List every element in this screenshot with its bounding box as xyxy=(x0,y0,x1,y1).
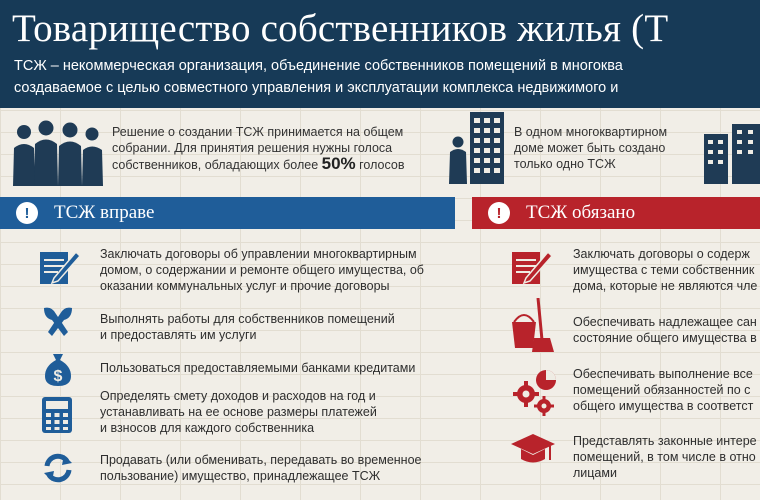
duty-item-4-line-3: лицами xyxy=(573,466,617,480)
right-item-4-line-1: Определять смету доходов и расходов на год и xyxy=(100,389,376,403)
decision-line-1: Решение о создании ТСЖ принимается на общем xyxy=(112,125,404,139)
one-tsj-line-1: В одном многоквартирном xyxy=(514,125,668,139)
svg-text:$: $ xyxy=(53,368,63,385)
right-item-1-line-1: Заключать договоры об управлении многоквартирным xyxy=(100,247,417,261)
duty-item-4-line-1: Представлять законные интере xyxy=(573,434,757,448)
one-tsj-fact xyxy=(514,124,667,172)
exchange-icon xyxy=(42,452,74,484)
money-bag-icon xyxy=(44,352,72,386)
duty-item-1-line-2: имущества с теми собственник xyxy=(573,263,755,277)
duty-item-1 xyxy=(573,246,757,294)
duty-item-1-line-1: Заключать договоры о содерж xyxy=(573,247,750,261)
decision-fact xyxy=(112,124,404,173)
people-group-icon xyxy=(10,118,106,186)
duty-item-2-line-1: Обеспечивать надлежащее сан xyxy=(573,315,757,329)
exclamation-icon: ! xyxy=(488,202,510,224)
rights-heading: ТСЖ вправе xyxy=(54,202,155,223)
right-item-2 xyxy=(100,311,395,343)
graduation-cap-icon xyxy=(510,432,556,466)
gears-icon xyxy=(512,368,558,418)
decision-line-2: собрании. Для принятия решения нужны голоса xyxy=(112,141,393,155)
duties-section-header xyxy=(472,197,760,229)
one-tsj-line-3: только одно ТСЖ xyxy=(514,157,616,171)
right-item-4-line-2: устанавливать на ее основе размеры платежей xyxy=(100,405,377,419)
duty-item-1-line-3: дома, которые не являются чле xyxy=(573,279,758,293)
decision-percent: 50% xyxy=(321,154,356,173)
bucket-mop-icon xyxy=(510,298,556,352)
duty-item-4 xyxy=(573,433,757,481)
contract-icon xyxy=(512,248,552,284)
buildings-icon xyxy=(704,124,760,184)
definition-line-2: создаваемое с целью совместного управления и эксплуатации комплекса недвижимого и xyxy=(14,80,619,96)
right-item-1 xyxy=(100,246,424,294)
calculator-icon xyxy=(42,397,72,433)
page-title: Товарищество собственников жилья (Т xyxy=(12,7,669,50)
right-item-5-line-2: пользование) имущество, принадлежащее ТСЖ xyxy=(100,469,381,483)
one-tsj-line-2: доме может быть создано xyxy=(514,141,666,155)
duty-item-3-line-2: помещений обязанностей по с xyxy=(573,383,751,397)
right-item-5 xyxy=(100,452,421,484)
duty-item-3-line-1: Обеспечивать выполнение все xyxy=(573,367,753,381)
rights-section-header xyxy=(0,197,455,229)
right-item-3 xyxy=(100,360,415,376)
duty-item-4-line-2: помещений, в том числе в отно xyxy=(573,450,756,464)
exclamation-icon: ! xyxy=(16,202,38,224)
right-item-4-line-3: и взносов для каждого собственника xyxy=(100,421,315,435)
contract-icon xyxy=(40,248,80,284)
right-item-3-line-1: Пользоваться предоставляемыми банками кредитами xyxy=(100,361,416,375)
duty-item-2 xyxy=(573,314,757,346)
right-item-1-line-3: оказании коммунальных услуг и прочие договоры xyxy=(100,279,390,293)
decision-line-3: собственников, обладающих более xyxy=(112,158,322,172)
decision-line-3-end: голосов xyxy=(355,158,405,172)
right-item-2-line-1: Выполнять работы для собственников помещений xyxy=(100,312,395,326)
duty-item-3-line-3: общего имущества в соответст xyxy=(573,399,754,413)
header-banner xyxy=(0,0,760,108)
right-item-5-line-1: Продавать (или обменивать, передавать во временное xyxy=(100,453,422,467)
definition-line-1: ТСЖ – некоммерческая организация, объединение собственников помещений в многоква xyxy=(14,58,623,74)
right-item-4 xyxy=(100,388,377,436)
person-building-icon xyxy=(448,112,508,184)
right-item-1-line-2: домом, о содержании и ремонте общего имущества, об xyxy=(100,263,424,277)
right-item-2-line-2: и предоставлять им услуги xyxy=(100,328,257,342)
duties-heading: ТСЖ обязано xyxy=(526,202,636,223)
tools-icon xyxy=(42,306,74,340)
duty-item-3 xyxy=(573,366,753,414)
duty-item-2-line-2: состояние общего имущества в xyxy=(573,331,757,345)
